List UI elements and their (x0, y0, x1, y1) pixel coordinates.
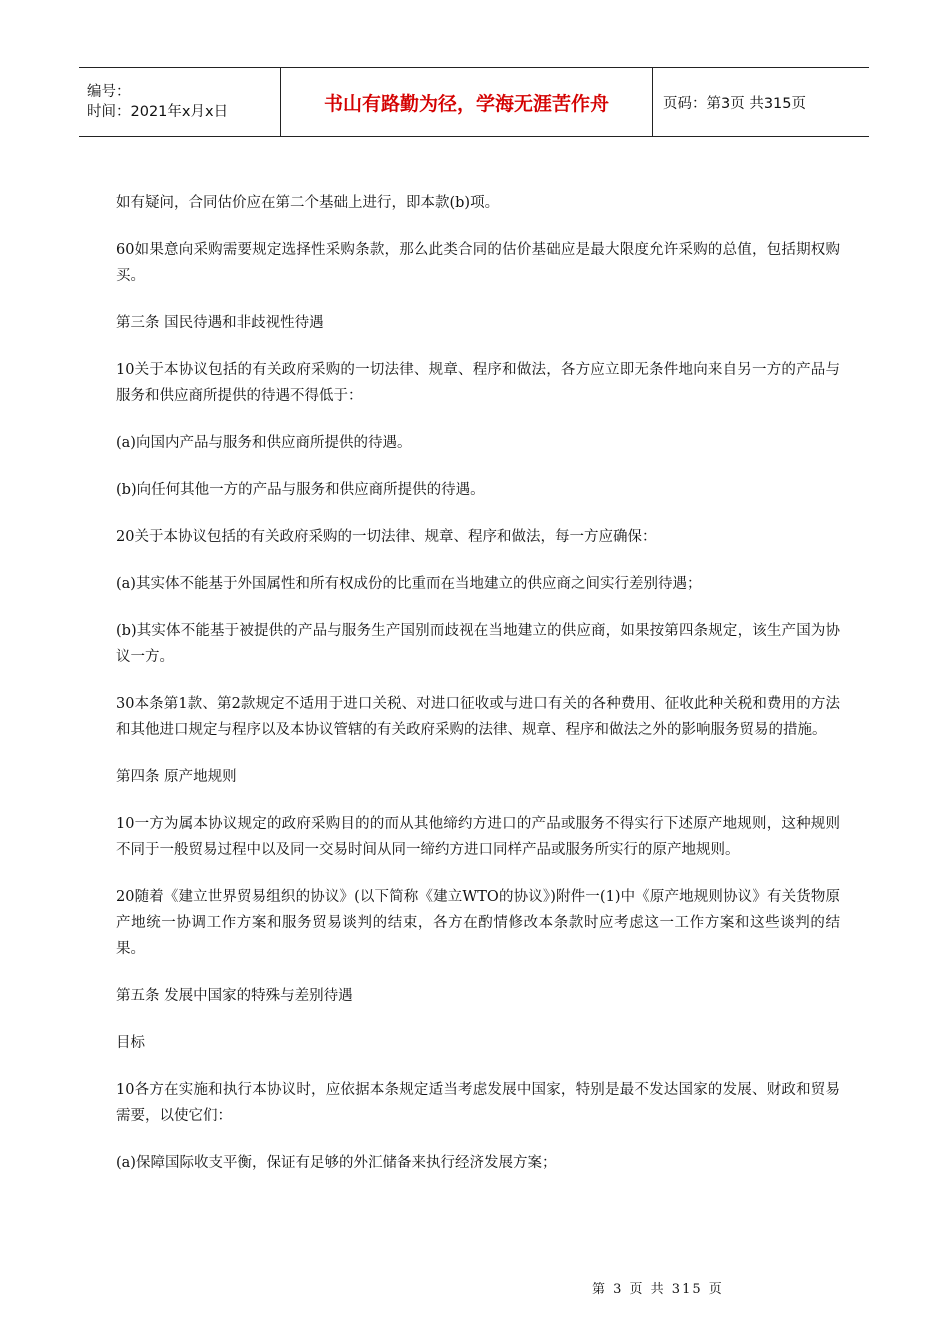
motto-text: 书山有路勤为径，学海无涯苦作舟 (323, 92, 609, 115)
paragraph: (a)保障国际收支平衡，保证有足够的外汇储备来执行经济发展方案； (116, 1155, 557, 1171)
header-page-info (653, 68, 869, 136)
paragraph: (b)其实体不能基于被提供的产品与服务生产国别而歧视在当地建立的供应商，如果按第四条规定，该生产国为协议一方。 (116, 623, 840, 665)
section-heading: 第五条 发展中国家的特殊与差别待遇 (116, 988, 353, 1004)
header-meta (79, 68, 281, 136)
document-header (79, 67, 869, 137)
paragraph: 10关于本协议包括的有关政府采购的一切法律、规章、程序和做法，各方应立即无条件地向来自另一方的产品与服务和供应商所提供的待遇不得低于： (116, 362, 840, 404)
document-date: 时间：2021年x月x日 (87, 104, 229, 120)
document-number-label: 编号： (87, 84, 131, 100)
paragraph: 如有疑问，合同估价应在第二个基础上进行，即本款(b)项。 (116, 195, 500, 211)
paragraph: 20随着《建立世界贸易组织的协议》(以下简称《建立WTO的协议》)附件一(1)中《原产地规则协议》有关货物原产地统一协调工作方案和服务贸易谈判的结束，各方在酌情修改本条款时应考虑这一工作方案和这些谈判的结果。 (116, 889, 840, 957)
paragraph: (a)其实体不能基于外国属性和所有权成份的比重而在当地建立的供应商之间实行差别待遇； (116, 576, 702, 592)
paragraph: 20关于本协议包括的有关政府采购的一切法律、规章、程序和做法，每一方应确保： (116, 529, 657, 545)
section-heading: 第四条 原产地规则 (116, 769, 237, 785)
paragraph: 10一方为属本协议规定的政府采购目的的而从其他缔约方进口的产品或服务不得实行下述原产地规则，这种规则不同于一般贸易过程中以及同一交易时间从同一缔约方进口同样产品或服务所实行的原产地规则。 (116, 816, 840, 858)
paragraph: (b)向任何其他一方的产品与服务和供应商所提供的待遇。 (116, 482, 485, 498)
paragraph: 30本条第1款、第2款规定不适用于进口关税、对进口征收或与进口有关的各种费用、征收此种关税和费用的方法和其他进口规定与程序以及本协议管辖的有关政府采购的法律、规章、程序和做法之外的影响服务贸易的措施。 (116, 696, 840, 738)
footer-page-number: 第 3 页 共 315 页 (592, 1282, 724, 1297)
paragraph: 10各方在实施和执行本协议时，应依据本条规定适当考虑发展中国家，特别是最不发达国家的发展、财政和贸易需要，以使它们： (116, 1082, 840, 1124)
document-body (116, 190, 840, 1197)
paragraph: (a)向国内产品与服务和供应商所提供的待遇。 (116, 435, 412, 451)
subsection-heading: 目标 (116, 1035, 145, 1051)
paragraph: 60如果意向采购需要规定选择性采购条款，那么此类合同的估价基础应是最大限度允许采购的总值，包括期权购买。 (116, 242, 840, 284)
page-info-text: 页码：第3页 共315页 (663, 95, 807, 112)
header-motto (281, 68, 653, 136)
section-heading: 第三条 国民待遇和非歧视性待遇 (116, 315, 324, 331)
